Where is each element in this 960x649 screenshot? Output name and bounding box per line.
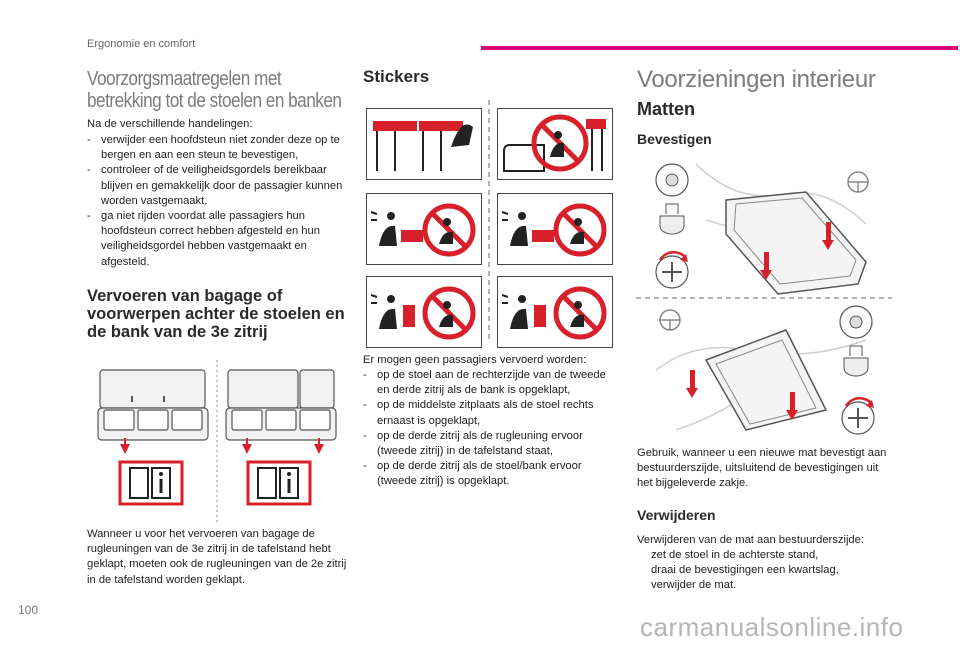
read-manual-icon [248, 462, 310, 504]
col2-lead: Er mogen geen passagiers vervoerd worden: [363, 354, 587, 366]
col3-minor-heading-removal: Verwijderen [637, 507, 716, 523]
sticker-table-position [366, 193, 482, 265]
col1-intro: Na de verschillende handelingen: [87, 118, 253, 130]
col3-subheading: Matten [637, 99, 695, 119]
fastener-clip-icon [656, 164, 688, 234]
col3-minor-heading: Bevestigen [637, 131, 712, 147]
section-label: Ergonomie en comfort [87, 38, 196, 50]
sticker-seat-raised [366, 276, 482, 348]
col3-paragraph-removal: Verwijderen van de mat aan bestuurderszijde: [637, 534, 864, 546]
col3-paragraph-fitting: Gebruik, wanneer u een nieuwe mat bevestigt aan bestuurderszijde, uitsluitend de bevestigingen uit het bijgeleverde zakje. [637, 447, 887, 490]
list-item: - ga niet rijden voordat alle passagiers hun hoofdsteun correct hebben afgesteld en hun veiligheidsgordel hebben vastgemaakt en afgesteld. [87, 210, 320, 268]
seat-table-position-illustration [92, 360, 342, 525]
col2-bullet-list [363, 368, 613, 490]
list-item: - op de derde zitrij als de rugleuning ervoor (tweede zitrij) in de tafelstand staat, [363, 429, 583, 458]
sticker-no-passenger-folded [497, 108, 613, 180]
sticker-seat-raised [497, 276, 613, 348]
page-number: 100 [18, 603, 39, 617]
list-item: zet de stoel in de achterste stand, [651, 549, 819, 561]
list-item: verwijder de mat. [651, 579, 737, 592]
col1-subheading: Vervoeren van bagage of voorwerpen achter de stoelen en de bank van de 3e zitrij [87, 287, 345, 341]
list-item: - op de middelste zitplaats als de stoel rechts ernaast is opgeklapt, [363, 399, 594, 427]
fastener-clip-icon [840, 306, 872, 376]
watermark: carmanualsonline.info [640, 612, 904, 642]
list-item: - op de stoel aan de rechterzijde van de tweede en derde zitrij als de bank is opgeklapt, [363, 369, 606, 397]
sticker-seat-folded [366, 108, 482, 180]
floor-mat-illustration [636, 160, 892, 438]
col1-bullet-list [87, 133, 347, 270]
sticker-divider [487, 100, 491, 340]
col2-title: Stickers [363, 67, 430, 86]
col1-title: Voorzorgsmaatregelen met betrekking tot de stoelen en banken [87, 68, 342, 112]
section-accent-bar [481, 46, 958, 50]
list-item: - op de derde zitrij als de stoel/bank ervoor (tweede zitrij) is opgeklapt. [363, 460, 582, 488]
col3-step-list [637, 548, 887, 594]
read-manual-icon [120, 462, 182, 504]
rotate-clip-icon [842, 398, 874, 434]
list-item: - controleer of de veiligheidsgordels bereikbaar blijven en gemakkelijk door de passagier kunnen worden vastgemaakt, [87, 164, 343, 207]
list-item: - verwijder een hoofdsteun niet zonder deze op te bergen en aan een steun te bevestigen, [87, 134, 340, 162]
rotate-clip-icon [656, 252, 688, 288]
col3-title: Voorzieningen interieur [637, 66, 876, 93]
list-item: draai de bevestigingen een kwartslag, [651, 564, 839, 577]
col1-bottom-paragraph: Wanneer u voor het vervoeren van bagage de rugleuningen van de 3e zitrij in de tafelstand hebt geklapt, moeten ook de rugleuningen van de 2e zitrij in de tafelstand worden geklapt. [87, 528, 347, 586]
sticker-table-position [497, 193, 613, 265]
